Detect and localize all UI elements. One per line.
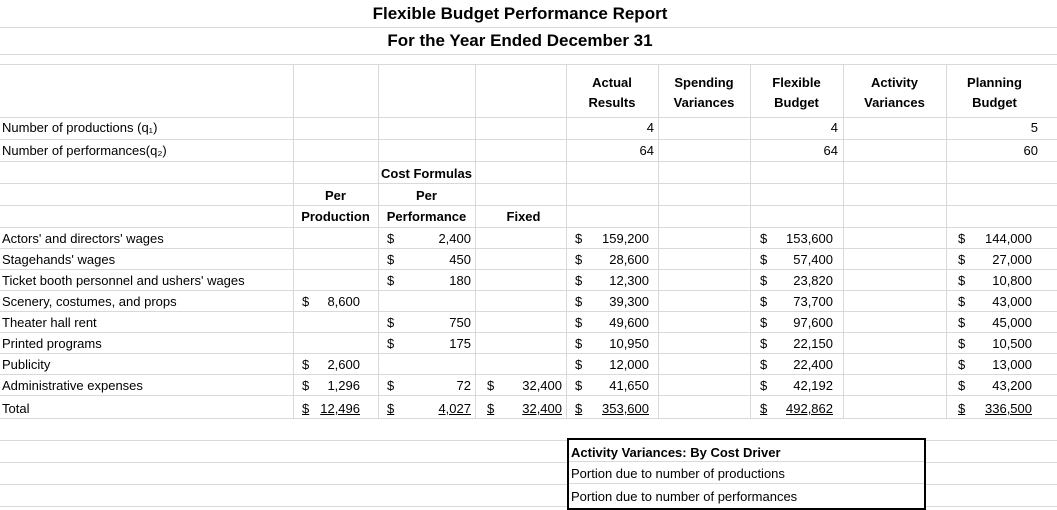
cell-flexible: 23,820 (793, 273, 833, 288)
col-header-actual-2: Results (588, 95, 636, 110)
driver-planning: 5 (1030, 120, 1038, 135)
report-title: Flexible Budget Performance Report (372, 4, 668, 23)
currency-symbol: $ (958, 252, 966, 267)
activity-box-line: Portion due to number of productions (571, 466, 785, 481)
cell-planning: 45,000 (992, 315, 1032, 330)
col-header-spending-2: Variances (673, 95, 735, 110)
activity-variances-box (567, 438, 926, 510)
gridline (0, 183, 1057, 184)
cell-flexible: 73,700 (793, 294, 833, 309)
driver-label-performances: Number of performances(q₂) (2, 143, 167, 158)
currency-symbol: $ (760, 357, 768, 372)
gridline (0, 290, 1057, 291)
currency-symbol: $ (387, 401, 395, 416)
gridline (0, 395, 1057, 396)
driver-planning: 60 (1023, 143, 1038, 158)
cell-per-production: 2,600 (327, 357, 360, 372)
per-performance-header-2: Performance (386, 209, 467, 224)
row-label: Ticket booth personnel and ushers' wages (2, 273, 245, 288)
total-label: Total (2, 401, 30, 416)
cell-planning: 43,200 (992, 378, 1032, 393)
currency-symbol: $ (302, 357, 310, 372)
activity-box-title: Activity Variances: By Cost Driver (571, 445, 781, 460)
currency-symbol: $ (387, 231, 395, 246)
row-label: Theater hall rent (2, 315, 97, 330)
gridline (0, 353, 1057, 354)
currency-symbol: $ (760, 315, 768, 330)
currency-symbol: $ (575, 357, 583, 372)
currency-symbol: $ (760, 252, 768, 267)
cell-actual: 28,600 (609, 252, 649, 267)
total-per-production: 12,496 (320, 401, 360, 416)
cell-flexible: 153,600 (786, 231, 833, 246)
row-label: Administrative expenses (2, 378, 143, 393)
total-actual: 353,600 (602, 401, 649, 416)
gridline (0, 418, 1057, 419)
gridline (0, 269, 1057, 270)
cell-planning: 144,000 (985, 231, 1032, 246)
gridline (0, 27, 1057, 28)
currency-symbol: $ (387, 336, 395, 351)
currency-symbol: $ (575, 231, 583, 246)
gridline (293, 64, 294, 418)
col-header-spending: Spending (674, 75, 734, 90)
currency-symbol: $ (760, 401, 768, 416)
currency-symbol: $ (958, 315, 966, 330)
gridline (0, 332, 1057, 333)
currency-symbol: $ (575, 273, 583, 288)
cell-per-performance: 2,400 (438, 231, 471, 246)
cell-per-performance: 175 (449, 336, 471, 351)
cell-actual: 12,000 (609, 357, 649, 372)
col-header-activity: Activity (871, 75, 918, 90)
driver-flexible: 4 (830, 120, 838, 135)
currency-symbol: $ (958, 231, 966, 246)
driver-actual: 4 (646, 120, 654, 135)
currency-symbol: $ (387, 273, 395, 288)
currency-symbol: $ (760, 336, 768, 351)
fixed-header: Fixed (506, 209, 541, 224)
report-subtitle: For the Year Ended December 31 (387, 31, 653, 50)
currency-symbol: $ (958, 273, 966, 288)
cell-per-production: 1,296 (327, 378, 360, 393)
currency-symbol: $ (760, 294, 768, 309)
col-header-flexible: Flexible (772, 75, 821, 90)
cell-planning: 10,500 (992, 336, 1032, 351)
per-performance-header: Per (416, 188, 437, 203)
gridline (0, 311, 1057, 312)
cell-actual: 12,300 (609, 273, 649, 288)
currency-symbol: $ (487, 378, 495, 393)
currency-symbol: $ (302, 294, 310, 309)
currency-symbol: $ (958, 401, 966, 416)
total-planning: 336,500 (985, 401, 1032, 416)
per-production-header: Per (325, 188, 346, 203)
currency-symbol: $ (487, 401, 495, 416)
cell-flexible: 22,150 (793, 336, 833, 351)
gridline (569, 461, 924, 462)
currency-symbol: $ (958, 357, 966, 372)
row-label: Publicity (2, 357, 51, 372)
cost-formulas-header: Cost Formulas (380, 166, 472, 181)
total-flexible: 492,862 (786, 401, 833, 416)
driver-label-productions: Number of productions (q₁) (2, 120, 158, 135)
currency-symbol: $ (302, 401, 310, 416)
col-header-planning-2: Budget (972, 95, 1017, 110)
col-header-actual: Actual (592, 75, 632, 90)
currency-symbol: $ (387, 252, 395, 267)
row-label: Actors' and directors' wages (2, 231, 164, 246)
row-label: Printed programs (2, 336, 102, 351)
gridline (0, 374, 1057, 375)
gridline (0, 64, 1057, 65)
cell-per-production: 8,600 (327, 294, 360, 309)
col-header-activity-2: Variances (864, 95, 925, 110)
cell-actual: 49,600 (609, 315, 649, 330)
cell-per-performance: 750 (449, 315, 471, 330)
driver-actual: 64 (639, 143, 654, 158)
gridline (569, 483, 924, 484)
currency-symbol: $ (387, 315, 395, 330)
currency-symbol: $ (575, 378, 583, 393)
cell-planning: 27,000 (992, 252, 1032, 267)
currency-symbol: $ (575, 401, 583, 416)
cell-flexible: 97,600 (793, 315, 833, 330)
currency-symbol: $ (760, 273, 768, 288)
cell-planning: 43,000 (992, 294, 1032, 309)
gridline (0, 161, 1057, 162)
gridline (475, 64, 476, 418)
cell-actual: 159,200 (602, 231, 649, 246)
gridline (0, 205, 1057, 206)
cell-fixed: 32,400 (522, 378, 562, 393)
currency-symbol: $ (958, 378, 966, 393)
cell-actual: 39,300 (609, 294, 649, 309)
currency-symbol: $ (302, 378, 310, 393)
gridline (750, 64, 751, 418)
currency-symbol: $ (958, 294, 966, 309)
gridline (0, 139, 1057, 140)
gridline (0, 117, 1057, 118)
currency-symbol: $ (387, 378, 395, 393)
currency-symbol: $ (760, 231, 768, 246)
cell-actual: 41,650 (609, 378, 649, 393)
currency-symbol: $ (575, 294, 583, 309)
total-fixed: 32,400 (522, 401, 562, 416)
gridline (946, 64, 947, 418)
gridline (0, 54, 1057, 55)
currency-symbol: $ (575, 252, 583, 267)
cell-planning: 10,800 (992, 273, 1032, 288)
row-label: Scenery, costumes, and props (2, 294, 177, 309)
cell-actual: 10,950 (609, 336, 649, 351)
gridline (843, 64, 844, 418)
currency-symbol: $ (958, 336, 966, 351)
cell-flexible: 57,400 (793, 252, 833, 267)
cell-flexible: 42,192 (793, 378, 833, 393)
gridline (658, 64, 659, 418)
gridline (378, 64, 379, 418)
driver-flexible: 64 (823, 143, 838, 158)
cell-per-performance: 450 (449, 252, 471, 267)
cell-per-performance: 72 (456, 378, 471, 393)
cell-per-performance: 180 (449, 273, 471, 288)
currency-symbol: $ (575, 315, 583, 330)
gridline (0, 248, 1057, 249)
cell-planning: 13,000 (992, 357, 1032, 372)
col-header-flexible-2: Budget (774, 95, 819, 110)
gridline (0, 227, 1057, 228)
gridline (566, 64, 567, 418)
total-per-performance: 4,027 (438, 401, 471, 416)
row-label: Stagehands' wages (2, 252, 116, 267)
col-header-planning: Planning (967, 75, 1022, 90)
currency-symbol: $ (760, 378, 768, 393)
activity-box-line: Portion due to number of performances (571, 489, 798, 504)
cell-flexible: 22,400 (793, 357, 833, 372)
currency-symbol: $ (575, 336, 583, 351)
per-production-header-2: Production (301, 209, 370, 224)
